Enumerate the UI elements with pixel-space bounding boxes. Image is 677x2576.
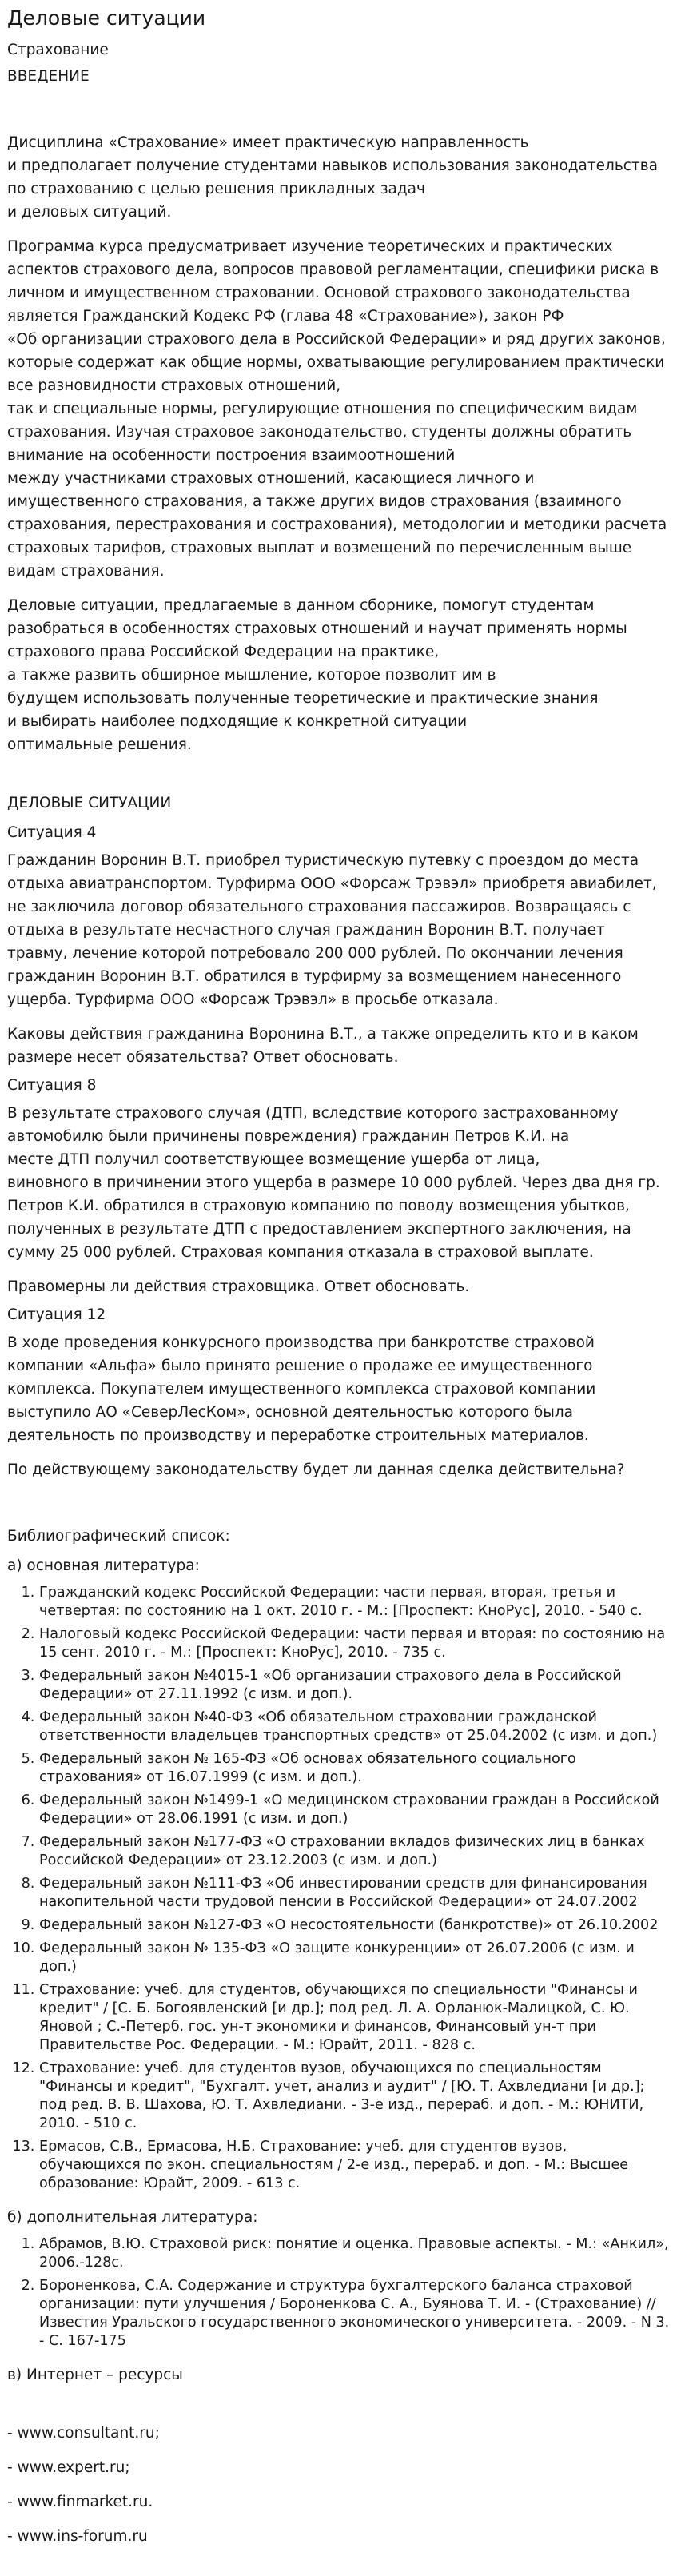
list-item: 4. Федеральный закон №40-ФЗ «Об обязательном страховании гражданской ответственности владельцев транспортных средств» от 25.04.2002 (с изм. и доп.) (39, 1709, 670, 1745)
internet-resources-list (7, 2422, 670, 2548)
list-item: 6. Федеральный закон №1499-1 «О медицинском страховании граждан в Российской Федерации» от 28.06.1991 (с изм. и доп.) (39, 1792, 670, 1828)
list-item: 10. Федеральный закон № 135-ФЗ «О защите конкуренции» от 26.07.2006 (с изм. и доп.) (39, 1940, 670, 1976)
case-block (7, 1303, 670, 1481)
bibliography (7, 1525, 670, 2548)
main-literature-list (7, 1584, 670, 2193)
case-title: Ситуация 8 (7, 1077, 97, 1094)
resource-link[interactable]: - www.expert.ru; (7, 2459, 130, 2476)
case-title: Ситуация 4 (7, 824, 97, 841)
list-item: 9. Федеральный закон №127-ФЗ «О несостоятельности (банкротстве)» от 26.10.2002 (39, 1916, 670, 1935)
list-item: 8. Федеральный закон №111-ФЗ «Об инвестировании средств для финансирования накопительной части трудовой пенсии в Российской Федерации» от 24.07.2002 (39, 1875, 670, 1912)
list-item: 11. Страхование: учеб. для студентов, обучающихся по специальности "Финансы и кредит" / [С. Б. Богоявленский [и др.]; под ред. Л. А. Орланюк-Малицкой, С. Ю. Яновой ; С.-Петерб. гос. ун-т экономики и финансов, Финансовый ун-т при Правительстве Рос. Федерации. - М.: Юрайт, 2011. - 828 с. (39, 1981, 670, 2055)
list-item: 3. Федеральный закон №4015-1 «Об организации страхового дела в Российской Федерации» от 27.11.1992 (с изм. и доп.). (39, 1667, 670, 1704)
list-item: 2. Бороненкова, С.А. Содержание и структура бухгалтерского баланса страховой организации: пути улучшения / Бороненкова С. А., Буянова Т. И. - (Страхование) // Известия Уральского государственного экономического университета. - 2009. - N 3. - С. 167-175 (39, 2277, 670, 2351)
case-question: Правомерны ли действия страховщика. Ответ обосновать. (7, 1278, 470, 1295)
extra-literature-list (7, 2235, 670, 2351)
case-block (7, 1074, 670, 1298)
page-subtitle: Страхование (7, 42, 109, 58)
list-item: 12. Страхование: учеб. для студентов вузов, обучающихся по специальностям "Финансы и кредит", "Бухгалт. учет, анализ и аудит" / [Ю. Т. Ахвледиани [и др.]; под ред. В. В. Шахова, Ю. Т. Ахвледиани. - 3-е изд., перераб. и доп. - М.: ЮНИТИ, 2010. - 510 с. (39, 2060, 670, 2133)
list-item: 1. Абрамов, В.Ю. Страховой риск: понятие и оценка. Правовые аспекты. - М.: «Анкил», 2006.-128с. (39, 2235, 670, 2272)
list-item: 2. Налоговый кодекс Российской Федерации: части первая и вторая: по состоянию на 15 сент. 2010 г. - М.: [Проспект: КноРус], 2010. - 735 с. (39, 1625, 670, 1662)
resource-link[interactable]: - www.consultant.ru; (7, 2425, 160, 2442)
page-title: Деловые ситуации (7, 6, 206, 30)
resource-link[interactable]: - www.finmarket.ru. (7, 2494, 153, 2510)
resource-link[interactable]: - www.ins-forum.ru (7, 2528, 148, 2545)
cases-heading: ДЕЛОВЫЕ СИТУАЦИИ (7, 795, 172, 811)
intro-paragraph: Дисциплина «Страхование» имеет практическую направленность и предполагает получение студентами навыков использования законодательства по страхованию с целью решения прикладных задач и деловых ситуаций. (7, 134, 658, 221)
main-literature-heading: а) основная литература: (7, 1557, 200, 1574)
case-title: Ситуация 12 (7, 1306, 106, 1323)
internet-resources-heading: в) Интернет – ресурсы (7, 2367, 183, 2383)
intro-heading: ВВЕДЕНИЕ (7, 68, 90, 85)
list-item: 5. Федеральный закон № 165-ФЗ «Об основах обязательного социального страхования» от 16.07.1999 (с изм. и доп.). (39, 1750, 670, 1787)
bibliography-heading: Библиографический список: (7, 1528, 230, 1545)
case-question: По действующему законодательству будет ли данная сделка действительна? (7, 1461, 625, 1478)
case-text: В результате страхового случая (ДТП, вследствие которого застрахованному автомобилю были причинены повреждения) гражданин Петров К.И. на месте ДТП получил соответствующее возмещение ущерба от лица, виновного в причинении этого ущерба в размере 10 000 рублей. Через два дня гр. Петров К.И. обратился в страховую компанию по поводу возмещения убытков, полученных в результате ДТП с предоставлением экспертного заключения, на сумму 25 000 рублей. Страховая компания отказала в страховой выплате. (7, 1105, 660, 1261)
list-item: 7. Федеральный закон №177-ФЗ «О страховании вкладов физических лиц в банках Российской Федерации» от 23.12.2003 (с изм. и доп.) (39, 1833, 670, 1870)
intro-paragraph: Деловые ситуации, предлагаемые в данном сборнике, помогут студентам разобраться в особенностях страховых отношений и научат применять нормы страхового права Российской Федерации на практике, а также развить обширное мышление, которое позволит им в будущем использовать полученные теоретические и практические знания и выбирать наиболее подходящие к конкретной ситуации оптимальные решения. (7, 597, 627, 753)
intro-paragraph: Программа курса предусматривает изучение теоретических и практических аспектов страхового дела, вопросов правовой регламентации, специфики риска в личном и имущественном страховании. Основой страхового законодательства является Гражданский Кодекс РФ (глава 48 «Страхование»), закон РФ «Об организации страхового дела в Российской Федерации» и ряд других законов, которые содержат как общие нормы, охватывающие регулированием практически все разновидности страховых отношений, так и специальные нормы, регулирующие отношения по специфическим видам страхования. Изучая страховое законодательство, студенты должны обратить внимание на особенности построения взаимоотношений между участниками страховых отношений, касающиеся личного и имущественного страхования, а также других видов страхования (взаимного страхования, перестрахования и сострахования), методологии и методики расчета страховых тарифов, страховых выплат и возмещений по перечисленным выше видам страхования. (7, 238, 667, 580)
list-item: 1. Гражданский кодекс Российской Федерации: части первая, вторая, третья и четвертая: по состоянию на 1 окт. 2010 г. - М.: [Проспект: КноРус], 2010. - 540 с. (39, 1584, 670, 1621)
extra-literature-heading: б) дополнительная литература: (7, 2209, 258, 2226)
case-text: В ходе проведения конкурсного производства при банкротстве страховой компании «Альфа» было принято решение о продаже ее имущественного комплекса. Покупателем имущественного комплекса страховой компании выступило АО «СеверЛесКом», основной деятельностью которого была деятельность по производству и переработке строительных материалов. (7, 1334, 596, 1444)
case-question: Каковы действия гражданина Воронина В.Т., а также определить кто и в каком размере несет обязательства? Ответ обосновать. (7, 1026, 639, 1066)
case-block (7, 821, 670, 1069)
document-page (0, 5, 677, 2548)
list-item: 13. Ермасов, С.В., Ермасова, Н.Б. Страхование: учеб. для студентов вузов, обучающихся по экон. специальностям / 2-е изд., перераб. и доп. - М.: Высшее образование: Юрайт, 2009. - 613 с. (39, 2138, 670, 2193)
case-text: Гражданин Воронин В.Т. приобрел туристическую путевку с проездом до места отдыха авиатранспортом. Турфирма ООО «Форсаж Трэвэл» приобретя авиабилет, не заключила договор обязательного страхования пассажиров. Возвращаясь с отдыха в результате несчастного случая гражданин Воронин В.Т. получает травму, лечение которой потребовало 200 000 рублей. По окончании лечения гражданин Воронин В.Т. обратился в турфирму за возмещением нанесенного ущерба. Турфирма ООО «Форсаж Трэвэл» в просьбе отказала. (7, 852, 657, 1008)
